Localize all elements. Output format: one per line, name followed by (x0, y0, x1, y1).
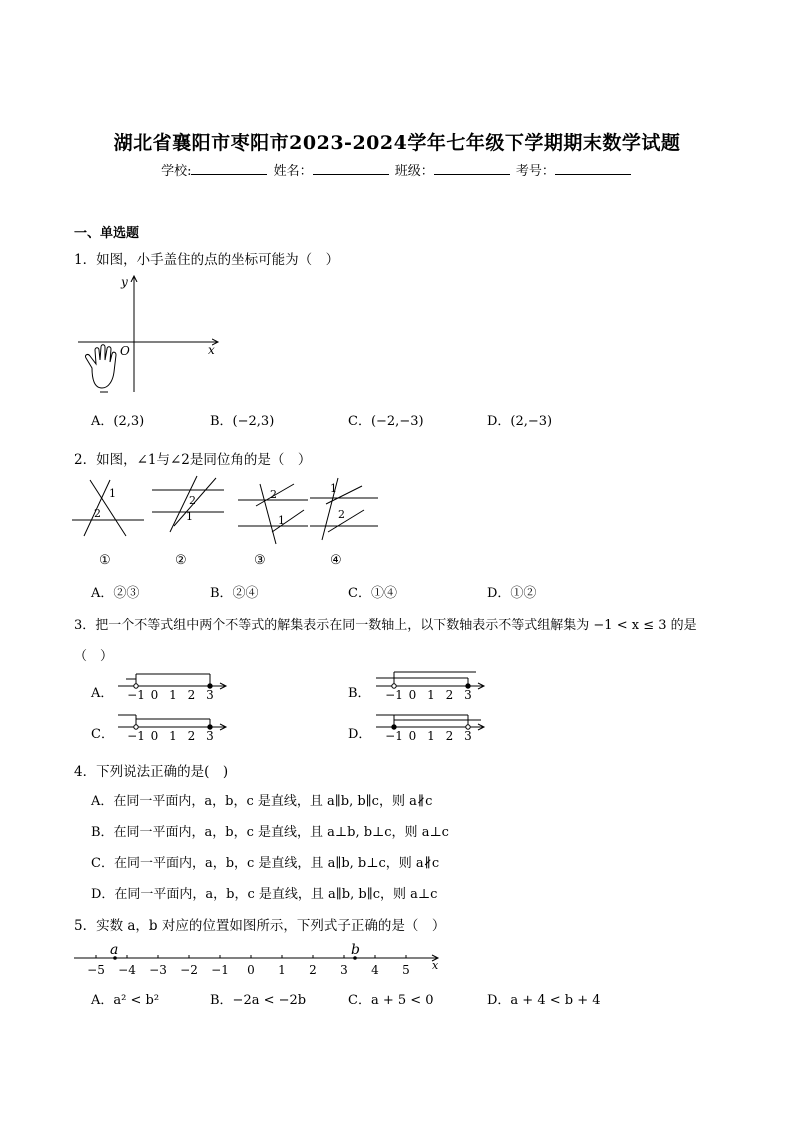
q3-tick-label: 2 (445, 729, 454, 743)
q3-open-endpoint (134, 725, 138, 729)
q1-option-a[interactable]: A．(2,3) (91, 414, 145, 429)
q3-closed-endpoint (208, 725, 212, 729)
fig2-caption: ② (175, 553, 187, 568)
q2-option-d[interactable]: D．①② (487, 586, 537, 601)
q5-tick-label: −4 (118, 963, 136, 977)
q3-numberline-b[interactable] (376, 668, 491, 700)
name-label: 姓名： (273, 164, 313, 179)
q3-numberline-a[interactable] (118, 668, 228, 700)
q3-tick-label: −1 (385, 729, 403, 743)
q5-option-d[interactable]: D．a + 4 < b + 4 (487, 993, 601, 1008)
q3-tick-label: 2 (187, 729, 196, 743)
fig2-angle1: 1 (186, 510, 193, 523)
q3-numberline-d[interactable] (376, 709, 491, 741)
q3-tick-label: 1 (169, 688, 177, 702)
fig3-caption: ③ (254, 553, 266, 568)
school-blank[interactable] (191, 162, 267, 175)
q3-tick-label: −1 (127, 688, 145, 702)
q3-tick-label: 3 (464, 688, 472, 702)
q5-option-c[interactable]: C．a + 5 < 0 (348, 993, 434, 1008)
q3-tick-label: 3 (206, 688, 214, 702)
q1-stem: 1．如图，小手盖住的点的坐标可能为（ ） (74, 252, 340, 268)
q2-option-a[interactable]: A．②③ (91, 586, 140, 601)
q5-tick-label: 5 (402, 963, 410, 977)
q5-stem: 5．实数 a，b 对应的位置如图所示，下列式子正确的是（ ） (74, 918, 446, 934)
q3-tick-label: 0 (408, 688, 417, 702)
q5-tick-label: 0 (247, 963, 255, 977)
q5-point-a-label: a (110, 942, 119, 958)
q1-option-b[interactable]: B．(−2,3) (210, 414, 275, 429)
q1-y-label: y (121, 275, 128, 289)
q3-tick-label: 2 (187, 688, 196, 702)
q5-tick-label: 4 (371, 963, 379, 977)
number-label: 考号： (515, 164, 555, 179)
fig1-angle1: 1 (109, 487, 116, 500)
fig2-angle2: 2 (189, 494, 196, 507)
section-heading: 一、单选题 (74, 226, 140, 241)
fig3-angle2: 2 (270, 488, 277, 501)
q2-option-b[interactable]: B．②④ (210, 586, 259, 601)
q4-stem: 4．下列说法正确的是( ) (74, 764, 229, 780)
q1-coordinate-figure (78, 272, 228, 397)
q1-x-label: x (208, 343, 215, 357)
q3-open-endpoint (392, 684, 396, 688)
q3-option-c-letter[interactable]: C． (91, 727, 114, 742)
fig4-angle2: 2 (338, 508, 345, 521)
q3-tick-label: 3 (464, 729, 472, 743)
school-label: 学校: (161, 164, 192, 179)
q5-point-b-label: b (351, 942, 360, 958)
number-blank[interactable] (555, 162, 631, 175)
q1-option-c[interactable]: C．(−2,−3) (348, 414, 424, 429)
fig1-caption: ① (99, 553, 111, 568)
q3-closed-endpoint (208, 684, 212, 688)
name-blank[interactable] (313, 162, 389, 175)
q5-numberline (74, 940, 444, 980)
q4-option-b[interactable]: B．在同一平面内，a，b，c 是直线，且 a⊥b, b⊥c，则 a⊥c (91, 825, 449, 840)
q1-origin-label: O (120, 344, 130, 358)
fig1-angle2: 2 (94, 507, 101, 520)
q3-tick-label: 0 (408, 729, 417, 743)
q5-option-a[interactable]: A．a² < b² (91, 993, 160, 1008)
hand-icon (85, 345, 116, 392)
q5-tick-label: −3 (149, 963, 167, 977)
fig4-caption: ④ (330, 553, 342, 568)
q1-option-d[interactable]: D．(2,−3) (487, 414, 553, 429)
q4-option-d[interactable]: D．在同一平面内，a，b，c 是直线，且 a∥b, b∥c，则 a⊥c (91, 887, 438, 902)
q3-open-endpoint (134, 684, 138, 688)
q2-stem: 2．如图，∠1与∠2是同位角的是（ ） (74, 452, 312, 468)
fig4-angle1: 1 (330, 482, 337, 495)
q3-stem: 3．把一个不等式组中两个不等式的解集表示在同一数轴上，以下数轴表示不等式组解集为 −1 < x ≤ 3 的是 (74, 618, 697, 633)
q5-tick-label: −1 (211, 963, 229, 977)
q3-numberline-c[interactable] (118, 709, 228, 741)
fig3-angle1: 1 (278, 514, 285, 527)
student-info-line (0, 160, 794, 179)
q5-option-b[interactable]: B．−2a < −2b (210, 993, 307, 1008)
q4-option-a[interactable]: A．在同一平面内，a，b，c 是直线，且 a∥b, b∥c，则 a∦c (91, 794, 433, 809)
q3-closed-endpoint (392, 725, 396, 729)
q3-stem-paren: （ ） (74, 649, 114, 664)
q3-tick-label: 1 (169, 729, 177, 743)
q3-tick-label: −1 (385, 688, 403, 702)
q3-open-endpoint (466, 725, 470, 729)
q5-tick-label: −5 (87, 963, 105, 977)
q5-tick-label: 3 (340, 963, 348, 977)
q2-option-c[interactable]: C．①④ (348, 586, 397, 601)
q3-tick-label: −1 (127, 729, 145, 743)
page-title: 湖北省襄阳市枣阳市2023-2024学年七年级下学期期末数学试题 (113, 132, 681, 154)
q5-tick-label: 1 (278, 963, 286, 977)
class-blank[interactable] (434, 162, 510, 175)
class-label: 班级： (394, 164, 434, 179)
q3-option-b-letter[interactable]: B． (348, 686, 371, 701)
q3-tick-label: 0 (150, 729, 159, 743)
q5-tick-label: −2 (180, 963, 198, 977)
q3-tick-label: 0 (150, 688, 159, 702)
q3-option-d-letter[interactable]: D． (348, 727, 372, 742)
q3-tick-label: 3 (206, 729, 214, 743)
q3-tick-label: 2 (445, 688, 454, 702)
q4-option-c[interactable]: C．在同一平面内，a，b，c 是直线，且 a∥b, b⊥c，则 a∦c (91, 856, 440, 871)
q2-figures (72, 474, 392, 569)
q5-x-label: x (432, 959, 439, 972)
q5-tick-label: 2 (309, 963, 317, 977)
q3-closed-endpoint (466, 684, 470, 688)
q3-tick-label: 1 (427, 688, 435, 702)
q3-tick-label: 1 (427, 729, 435, 743)
q3-option-a-letter[interactable]: A． (91, 686, 114, 701)
